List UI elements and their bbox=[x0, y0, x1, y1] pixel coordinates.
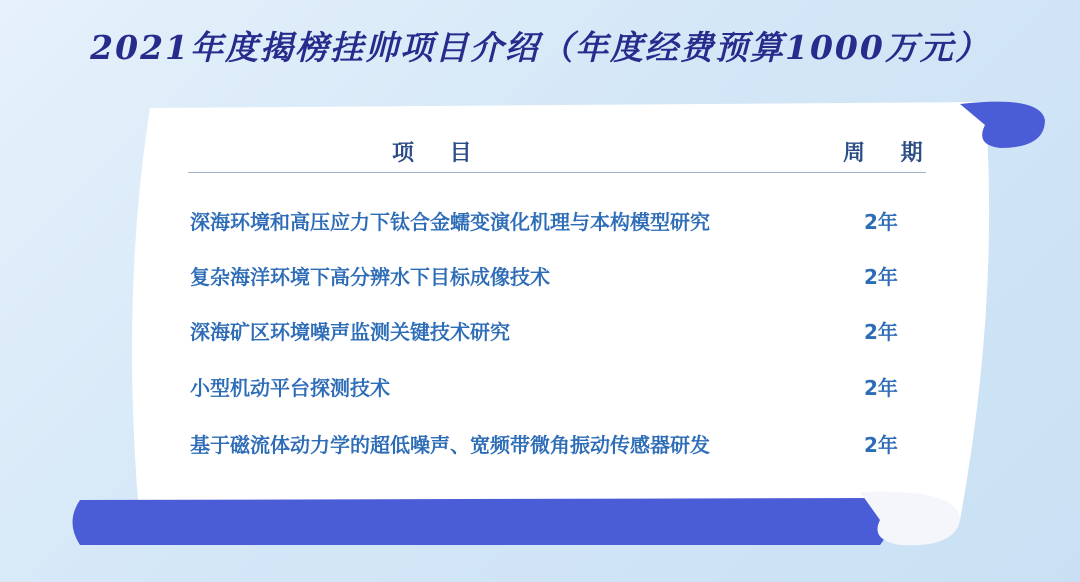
project-period: 2年 bbox=[864, 265, 898, 289]
scroll-bottom-band bbox=[73, 498, 891, 545]
header-project: 项 目 bbox=[392, 141, 486, 166]
project-name: 复杂海洋环境下高分辨水下目标成像技术 bbox=[190, 265, 550, 289]
table-row bbox=[190, 372, 910, 401]
table-row bbox=[190, 261, 910, 290]
project-name: 深海环境和高压应力下钛合金蠕变演化机理与本构模型研究 bbox=[190, 210, 710, 234]
page-title: 2021年度揭榜挂帅项目介绍（年度经费预算1000万元） bbox=[90, 28, 990, 67]
project-period: 2年 bbox=[864, 376, 898, 400]
project-name: 基于磁流体动力学的超低噪声、宽频带微角振动传感器研发 bbox=[190, 433, 710, 457]
project-period: 2年 bbox=[864, 210, 898, 234]
project-period: 2年 bbox=[864, 320, 898, 344]
project-name: 小型机动平台探测技术 bbox=[190, 376, 390, 400]
header-divider bbox=[188, 172, 926, 173]
project-name: 深海矿区环境噪声监测关键技术研究 bbox=[190, 320, 510, 344]
table-row bbox=[190, 316, 910, 345]
project-period: 2年 bbox=[864, 433, 898, 457]
header-period: 周 期 bbox=[843, 141, 937, 166]
table-row bbox=[190, 429, 910, 458]
table-row bbox=[190, 206, 910, 235]
